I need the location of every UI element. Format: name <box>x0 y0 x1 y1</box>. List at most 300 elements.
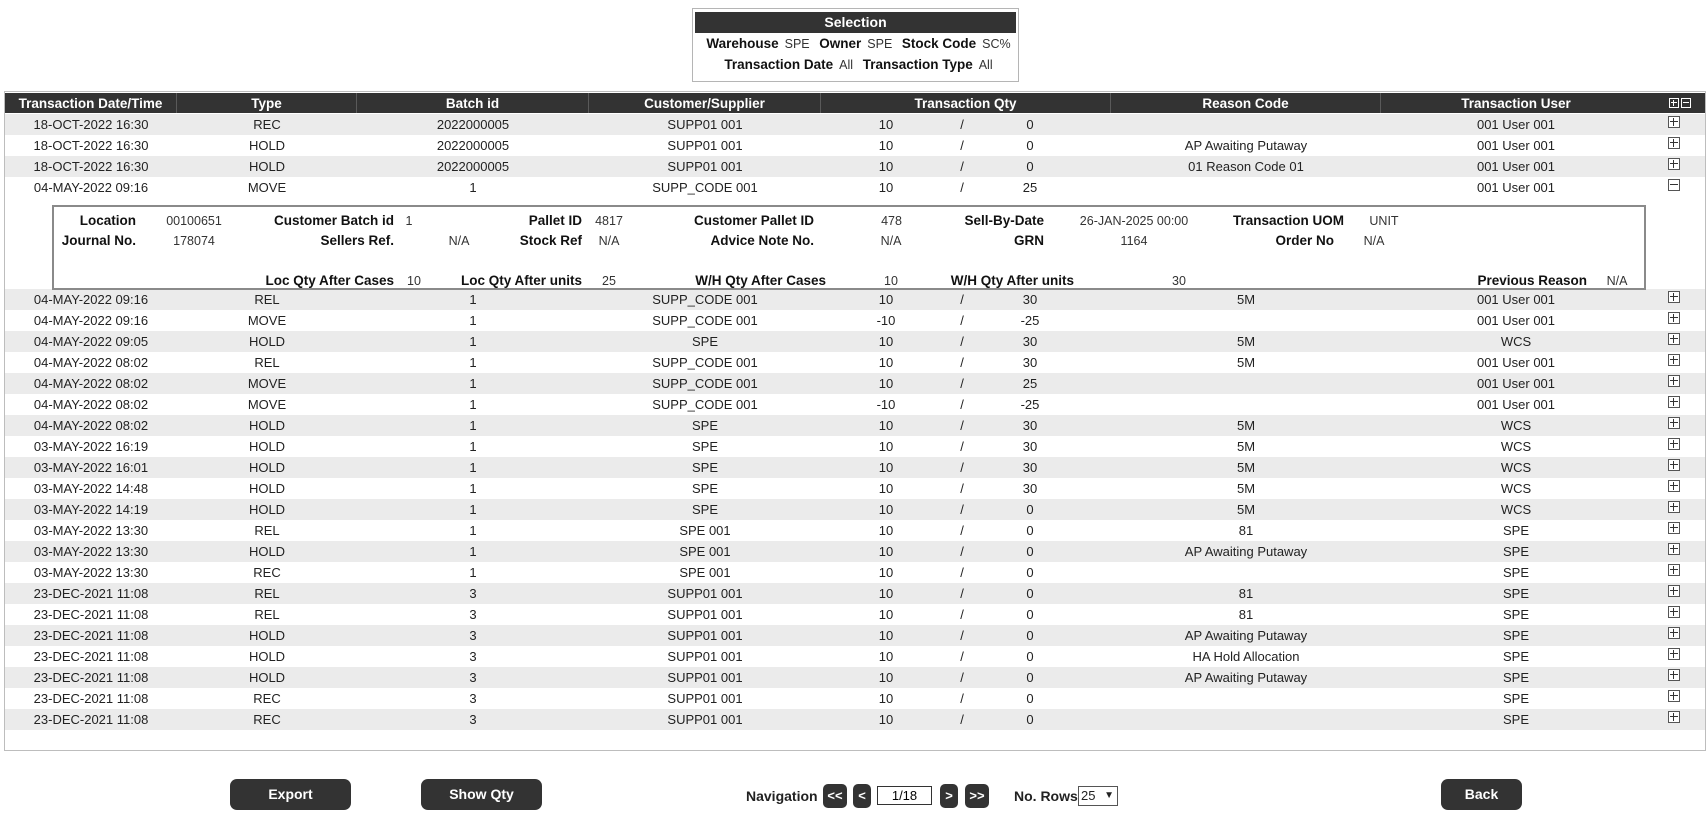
cell-user: SPE <box>1502 586 1529 601</box>
cell-type: HOLD <box>248 481 286 496</box>
cell-qty1: 10 <box>878 523 894 538</box>
column-header-type[interactable]: Type <box>177 93 357 113</box>
cell-batch: 1 <box>469 292 477 307</box>
cell-qty1: 10 <box>878 481 894 496</box>
cell-user: 001 User 001 <box>1476 313 1556 328</box>
cell-reason: 5M <box>1236 292 1256 307</box>
cell-type: REL <box>254 607 280 622</box>
expand-row-icon[interactable] <box>1668 312 1680 324</box>
sellers-ref-label: Sellers Ref. <box>320 233 394 248</box>
cell-user: WCS <box>1500 481 1532 496</box>
show-qty-button[interactable]: Show Qty <box>421 779 542 810</box>
cell-qty2: 0 <box>1026 544 1034 559</box>
cell-user: SPE <box>1502 712 1529 727</box>
cell-batch: 1 <box>469 565 477 580</box>
customer-batch-value: 1 <box>405 214 413 228</box>
cell-qty2: 0 <box>1026 649 1034 664</box>
cell-qty2: 0 <box>1026 117 1034 132</box>
chevron-down-icon: ▼ <box>1104 790 1114 801</box>
loc-qty-cases-label: Loc Qty After Cases <box>265 273 394 288</box>
expand-row-icon[interactable] <box>1668 459 1680 471</box>
expand-all-icon[interactable] <box>1669 98 1679 108</box>
cell-batch: 1 <box>469 544 477 559</box>
table-row[interactable] <box>5 541 1705 562</box>
cell-qty2: 0 <box>1026 138 1034 153</box>
expand-row-icon[interactable] <box>1668 585 1680 597</box>
expand-row-icon[interactable] <box>1668 417 1680 429</box>
column-header-reason[interactable]: Reason Code <box>1111 93 1381 113</box>
cell-date: 04-MAY-2022 09:16 <box>33 313 149 328</box>
cell-qty2: -25 <box>1020 313 1040 328</box>
cell-batch: 3 <box>469 607 477 622</box>
cell-cust: SUPP_CODE 001 <box>652 397 758 412</box>
cell-cust: SPE <box>691 502 718 517</box>
cell-qty2: -25 <box>1020 397 1040 412</box>
cell-reason: 5M <box>1236 502 1256 517</box>
cell-reason: 5M <box>1236 460 1256 475</box>
cell-type: MOVE <box>247 397 287 412</box>
cell-date: 23-DEC-2021 11:08 <box>33 712 149 727</box>
cell-qty2: 0 <box>1026 502 1034 517</box>
cell-type: MOVE <box>247 180 287 195</box>
cell-cust: SPE <box>691 418 718 433</box>
cell-sep: / <box>960 117 964 132</box>
wh-qty-cases-value: 10 <box>884 274 898 288</box>
export-button[interactable]: Export <box>230 779 351 810</box>
collapse-row-icon[interactable] <box>1668 179 1680 191</box>
cell-user: WCS <box>1500 460 1532 475</box>
expand-row-icon[interactable] <box>1668 291 1680 303</box>
cell-qty1: 10 <box>878 712 894 727</box>
cell-user: 001 User 001 <box>1476 397 1556 412</box>
cell-date: 04-MAY-2022 09:16 <box>33 292 149 307</box>
cell-qty2: 30 <box>1022 355 1038 370</box>
table-row[interactable] <box>5 646 1705 667</box>
cell-batch: 1 <box>469 418 477 433</box>
cell-date: 03-MAY-2022 14:19 <box>33 502 149 517</box>
cell-date: 23-DEC-2021 11:08 <box>33 670 149 685</box>
cell-date: 03-MAY-2022 13:30 <box>33 544 149 559</box>
table-row[interactable] <box>5 114 1705 135</box>
loc-qty-units-value: 25 <box>602 274 616 288</box>
selection-row-1 <box>693 33 1018 54</box>
cell-user: 001 User 001 <box>1476 117 1556 132</box>
cell-qty1: 10 <box>878 138 894 153</box>
cell-batch: 3 <box>469 691 477 706</box>
cell-qty1: 10 <box>878 117 894 132</box>
cell-date: 03-MAY-2022 16:01 <box>33 460 149 475</box>
cell-batch: 3 <box>469 649 477 664</box>
cell-reason: AP Awaiting Putaway <box>1184 138 1308 153</box>
cell-cust: SUPP01 001 <box>667 138 743 153</box>
cell-cust: SUPP01 001 <box>667 712 743 727</box>
cell-cust: SUPP01 001 <box>667 670 743 685</box>
cell-user: 001 User 001 <box>1476 376 1556 391</box>
table-row[interactable] <box>5 177 1705 198</box>
cell-user: SPE <box>1502 649 1529 664</box>
stock-code-value: SC% <box>982 37 1011 51</box>
transaction-type-label: Transaction Type <box>862 57 973 72</box>
table-row[interactable] <box>5 583 1705 604</box>
table-row[interactable] <box>5 709 1705 730</box>
column-header-batch[interactable]: Batch id <box>357 93 589 113</box>
cell-type: REC <box>253 712 281 727</box>
table-row[interactable] <box>5 625 1705 646</box>
wh-qty-cases-label: W/H Qty After Cases <box>695 273 826 288</box>
cell-cust: SUPP_CODE 001 <box>652 292 758 307</box>
table-row[interactable] <box>5 520 1705 541</box>
cell-qty1: 10 <box>878 544 894 559</box>
cell-type: HOLD <box>248 334 286 349</box>
cell-sep: / <box>960 481 964 496</box>
cell-date: 03-MAY-2022 13:30 <box>33 565 149 580</box>
previous-reason-value: N/A <box>1606 274 1628 288</box>
table-row[interactable] <box>5 415 1705 436</box>
cell-reason: 81 <box>1238 607 1254 622</box>
table-header <box>5 93 1705 113</box>
cell-qty1: 10 <box>878 180 894 195</box>
cell-cust: SPE 001 <box>679 565 731 580</box>
cell-date: 23-DEC-2021 11:08 <box>33 691 149 706</box>
cell-date: 03-MAY-2022 16:19 <box>33 439 149 454</box>
cell-sep: / <box>960 460 964 475</box>
cell-sep: / <box>960 502 964 517</box>
cell-qty1: 10 <box>878 418 894 433</box>
table-row[interactable] <box>5 688 1705 709</box>
cell-type: MOVE <box>247 376 287 391</box>
cell-type: HOLD <box>248 460 286 475</box>
cell-sep: / <box>960 397 964 412</box>
cell-user: 001 User 001 <box>1476 138 1556 153</box>
cell-sep: / <box>960 712 964 727</box>
expand-row-icon[interactable] <box>1668 137 1680 149</box>
cell-qty2: 0 <box>1026 607 1034 622</box>
sell-by-date-label: Sell-By-Date <box>964 213 1044 228</box>
customer-pallet-value: 478 <box>881 214 902 228</box>
cell-user: SPE <box>1502 670 1529 685</box>
cell-type: REL <box>254 355 280 370</box>
cell-qty1: 10 <box>878 565 894 580</box>
cell-reason: 81 <box>1238 586 1254 601</box>
cell-reason: 5M <box>1236 355 1256 370</box>
cell-batch: 1 <box>469 502 477 517</box>
table-row[interactable] <box>5 436 1705 457</box>
cell-sep: / <box>960 649 964 664</box>
cell-type: HOLD <box>248 502 286 517</box>
table-row[interactable] <box>5 331 1705 352</box>
cell-sep: / <box>960 418 964 433</box>
next-page-button[interactable]: > <box>940 784 958 808</box>
cell-date: 04-MAY-2022 09:16 <box>33 180 149 195</box>
expand-row-icon[interactable] <box>1668 333 1680 345</box>
cell-qty2: 0 <box>1026 159 1034 174</box>
expand-row-icon[interactable] <box>1668 396 1680 408</box>
table-row[interactable] <box>5 310 1705 331</box>
cell-qty1: 10 <box>878 334 894 349</box>
cell-reason: AP Awaiting Putaway <box>1184 544 1308 559</box>
grn-value: 1164 <box>1120 234 1148 248</box>
page-number-input[interactable] <box>877 786 932 805</box>
sellers-ref-value: N/A <box>448 234 470 248</box>
expand-row-icon[interactable] <box>1668 158 1680 170</box>
cell-qty2: 30 <box>1022 334 1038 349</box>
transaction-type-value: All <box>978 58 993 72</box>
back-button[interactable]: Back <box>1441 779 1522 810</box>
cell-sep: / <box>960 180 964 195</box>
cell-sep: / <box>960 439 964 454</box>
cell-cust: SPE 001 <box>679 523 731 538</box>
cell-reason: 5M <box>1236 481 1256 496</box>
journal-no-label: Journal No. <box>61 233 136 248</box>
cell-batch: 3 <box>469 628 477 643</box>
first-page-button[interactable]: << <box>823 784 847 808</box>
cell-user: SPE <box>1502 523 1529 538</box>
customer-pallet-label: Customer Pallet ID <box>693 213 814 228</box>
transaction-detail-panel <box>52 205 1646 290</box>
cell-sep: / <box>960 565 964 580</box>
cell-user: SPE <box>1502 544 1529 559</box>
previous-page-button[interactable]: < <box>853 784 871 808</box>
cell-qty1: -10 <box>876 397 896 412</box>
table-row[interactable] <box>5 478 1705 499</box>
stock-ref-label: Stock Ref <box>519 233 582 248</box>
cell-qty1: 10 <box>878 460 894 475</box>
stock-code-label: Stock Code <box>901 36 977 51</box>
cell-date: 04-MAY-2022 08:02 <box>33 376 149 391</box>
cell-qty2: 25 <box>1022 180 1038 195</box>
cell-sep: / <box>960 586 964 601</box>
cell-sep: / <box>960 628 964 643</box>
cell-sep: / <box>960 355 964 370</box>
cell-qty2: 30 <box>1022 439 1038 454</box>
expand-row-icon[interactable] <box>1668 501 1680 513</box>
cell-qty1: 10 <box>878 628 894 643</box>
cell-batch: 1 <box>469 481 477 496</box>
cell-qty1: 10 <box>878 159 894 174</box>
table-row[interactable] <box>5 394 1705 415</box>
expand-row-icon[interactable] <box>1668 690 1680 702</box>
cell-user: SPE <box>1502 628 1529 643</box>
cell-qty2: 30 <box>1022 460 1038 475</box>
expand-row-icon[interactable] <box>1668 375 1680 387</box>
column-header-customer[interactable]: Customer/Supplier <box>589 93 821 113</box>
expand-row-icon[interactable] <box>1668 669 1680 681</box>
cell-type: REL <box>254 523 280 538</box>
cell-batch: 2022000005 <box>436 138 510 153</box>
cell-reason: AP Awaiting Putaway <box>1184 670 1308 685</box>
cell-cust: SPE <box>691 334 718 349</box>
cell-qty1: 10 <box>878 670 894 685</box>
order-no-value: N/A <box>1363 234 1385 248</box>
cell-type: REC <box>253 691 281 706</box>
expand-row-icon[interactable] <box>1668 116 1680 128</box>
cell-qty2: 0 <box>1026 670 1034 685</box>
cell-type: REL <box>254 292 280 307</box>
cell-reason: 5M <box>1236 439 1256 454</box>
expand-row-icon[interactable] <box>1668 606 1680 618</box>
expand-row-icon[interactable] <box>1668 711 1680 723</box>
cell-batch: 2022000005 <box>436 159 510 174</box>
collapse-all-icon[interactable] <box>1681 98 1691 108</box>
cell-date: 04-MAY-2022 08:02 <box>33 355 149 370</box>
cell-date: 04-MAY-2022 08:02 <box>33 418 149 433</box>
cell-user: 001 User 001 <box>1476 180 1556 195</box>
cell-type: HOLD <box>248 138 286 153</box>
cell-batch: 3 <box>469 670 477 685</box>
cell-qty1: -10 <box>876 313 896 328</box>
table-row[interactable] <box>5 156 1705 177</box>
transaction-date-value: All <box>839 58 854 72</box>
cell-qty1: 10 <box>878 439 894 454</box>
sell-by-date-value: 26-JAN-2025 00:00 <box>1079 214 1189 228</box>
cell-reason: 81 <box>1238 523 1254 538</box>
cell-sep: / <box>960 334 964 349</box>
cell-cust: SPE 001 <box>679 544 731 559</box>
cell-qty2: 0 <box>1026 628 1034 643</box>
cell-date: 18-OCT-2022 16:30 <box>33 117 149 132</box>
rows-per-page-select[interactable] <box>1078 786 1118 806</box>
cell-batch: 2022000005 <box>436 117 510 132</box>
cell-type: HOLD <box>248 439 286 454</box>
cell-cust: SUPP01 001 <box>667 628 743 643</box>
cell-sep: / <box>960 607 964 622</box>
cell-batch: 1 <box>469 334 477 349</box>
selection-title: Selection <box>695 12 1016 33</box>
cell-date: 23-DEC-2021 11:08 <box>33 649 149 664</box>
cell-reason: 01 Reason Code 01 <box>1188 159 1304 174</box>
cell-cust: SUPP01 001 <box>667 159 743 174</box>
warehouse-value: SPE <box>784 37 810 51</box>
cell-cust: SUPP_CODE 001 <box>652 376 758 391</box>
cell-sep: / <box>960 544 964 559</box>
expand-row-icon[interactable] <box>1668 543 1680 555</box>
transaction-uom-value: UNIT <box>1369 214 1399 228</box>
cell-qty2: 30 <box>1022 292 1038 307</box>
cell-type: HOLD <box>248 159 286 174</box>
cell-batch: 1 <box>469 376 477 391</box>
previous-reason-label: Previous Reason <box>1477 273 1587 288</box>
cell-date: 03-MAY-2022 13:30 <box>33 523 149 538</box>
cell-batch: 1 <box>469 355 477 370</box>
cell-user: WCS <box>1500 502 1532 517</box>
cell-cust: SUPP01 001 <box>667 691 743 706</box>
cell-cust: SUPP01 001 <box>667 586 743 601</box>
cell-batch: 1 <box>469 523 477 538</box>
cell-reason: 5M <box>1236 334 1256 349</box>
cell-cust: SPE <box>691 481 718 496</box>
selection-panel <box>692 8 1019 82</box>
pallet-id-value: 4817 <box>595 214 623 228</box>
cell-date: 18-OCT-2022 16:30 <box>33 138 149 153</box>
cell-date: 03-MAY-2022 14:48 <box>33 481 149 496</box>
cell-date: 23-DEC-2021 11:08 <box>33 586 149 601</box>
cell-user: SPE <box>1502 565 1529 580</box>
advice-note-label: Advice Note No. <box>710 233 814 248</box>
selection-row-2 <box>693 54 1018 75</box>
cell-user: SPE <box>1502 607 1529 622</box>
cell-user: WCS <box>1500 334 1532 349</box>
expand-row-icon[interactable] <box>1668 522 1680 534</box>
cell-qty2: 30 <box>1022 481 1038 496</box>
wh-qty-units-label: W/H Qty After units <box>950 273 1074 288</box>
expand-row-icon[interactable] <box>1668 480 1680 492</box>
cell-sep: / <box>960 523 964 538</box>
expand-row-icon[interactable] <box>1668 648 1680 660</box>
cell-type: HOLD <box>248 649 286 664</box>
table-row[interactable] <box>5 457 1705 478</box>
cell-qty1: 10 <box>878 586 894 601</box>
cell-batch: 1 <box>469 313 477 328</box>
table-row[interactable] <box>5 352 1705 373</box>
cell-qty1: 10 <box>878 292 894 307</box>
owner-value: SPE <box>867 37 893 51</box>
cell-type: REC <box>253 117 281 132</box>
location-value: 00100651 <box>166 214 222 228</box>
cell-sep: / <box>960 313 964 328</box>
cell-user: WCS <box>1500 439 1532 454</box>
column-header-qty[interactable]: Transaction Qty <box>821 93 1111 113</box>
expand-row-icon[interactable] <box>1668 564 1680 576</box>
table-row[interactable] <box>5 499 1705 520</box>
column-header-user[interactable]: Transaction User <box>1461 96 1571 111</box>
pallet-id-label: Pallet ID <box>528 213 582 228</box>
location-label: Location <box>79 213 136 228</box>
cell-cust: SPE <box>691 460 718 475</box>
cell-date: 18-OCT-2022 16:30 <box>33 159 149 174</box>
cell-type: REC <box>253 565 281 580</box>
table-row[interactable] <box>5 135 1705 156</box>
rows-per-page-label: No. Rows <box>1014 788 1078 804</box>
cell-reason: AP Awaiting Putaway <box>1184 628 1308 643</box>
stock-ref-value: N/A <box>598 234 620 248</box>
cell-batch: 1 <box>469 397 477 412</box>
column-header-date[interactable]: Transaction Date/Time <box>5 93 177 113</box>
cell-qty1: 10 <box>878 376 894 391</box>
rows-per-page-value: 25 <box>1081 788 1096 803</box>
last-page-button[interactable]: >> <box>965 784 989 808</box>
owner-label: Owner <box>819 36 862 51</box>
cell-qty1: 10 <box>878 355 894 370</box>
cell-date: 23-DEC-2021 11:08 <box>33 628 149 643</box>
table-row[interactable] <box>5 562 1705 583</box>
cell-qty1: 10 <box>878 691 894 706</box>
table-row[interactable] <box>5 289 1705 310</box>
cell-qty2: 0 <box>1026 586 1034 601</box>
cell-qty2: 0 <box>1026 691 1034 706</box>
transaction-date-label: Transaction Date <box>724 57 834 72</box>
table-row[interactable] <box>5 604 1705 625</box>
cell-type: MOVE <box>247 313 287 328</box>
expand-row-icon[interactable] <box>1668 438 1680 450</box>
loc-qty-units-label: Loc Qty After units <box>460 273 582 288</box>
expand-row-icon[interactable] <box>1668 627 1680 639</box>
cell-batch: 1 <box>469 180 477 195</box>
cell-cust: SUPP01 001 <box>667 117 743 132</box>
wh-qty-units-value: 30 <box>1172 274 1186 288</box>
transaction-uom-label: Transaction UOM <box>1232 213 1344 228</box>
cell-reason: HA Hold Allocation <box>1192 649 1300 664</box>
expand-row-icon[interactable] <box>1668 354 1680 366</box>
table-row[interactable] <box>5 667 1705 688</box>
cell-qty2: 0 <box>1026 565 1034 580</box>
cell-batch: 1 <box>469 439 477 454</box>
cell-cust: SUPP_CODE 001 <box>652 313 758 328</box>
cell-type: HOLD <box>248 418 286 433</box>
table-row[interactable] <box>5 373 1705 394</box>
cell-user: SPE <box>1502 691 1529 706</box>
cell-sep: / <box>960 292 964 307</box>
customer-batch-label: Customer Batch id <box>273 213 394 228</box>
